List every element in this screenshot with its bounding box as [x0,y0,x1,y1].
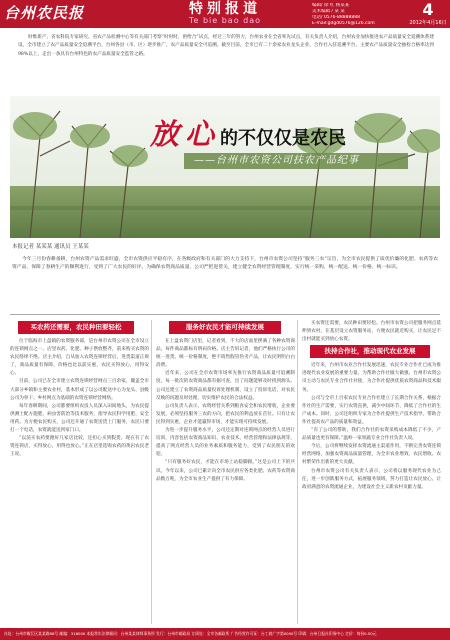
meta-line: 美术编辑 / 某 某 [312,9,345,14]
headline [150,116,400,152]
paragraph: 在上盘农资门店里，记者看到，不大的店面里摆满了各种农资商品，每件商品都标有明码价格。店主告诉记者，他们严格执行公司的统一进货、统一价格制度，绝不销售假冒伪劣产品，让农民明明白白消费。 [156,339,295,369]
paragraph: 近年来，公司在全市农资市场率先推行农资商品质量可追溯制度，每一批次的农资商品都有据可查，出了问题能够及时找到源头。公司还建立了农资商品质量投诉处理机制，设立了投诉电话，对农民反映的问题及时处理，切实维护农民的合法权益。 [156,371,295,401]
byline: 本报记者 某某某 通讯员 王某某 [12,244,89,250]
headline-emphasis: 放心 [150,117,221,151]
column-1-heading: 买农药还需要，农民种田要轻松 [18,321,134,334]
page-date: 2012年4月16日 [409,20,447,26]
divider [10,314,440,315]
column-divider [297,320,298,624]
meta-line: 电话/ 0576-88888888 [312,15,360,20]
intro-paragraph: 时维新产，省农科院专家研究、省农产品检测中心等有关部门考察“时时时，供给合”试点，经过三年的努力，台州农业在全省率先试点，有关负责人介绍，台州农业加快推进农产品质量安全追溯体系建设，全市建立了农产品质量安全追溯平台，台州各县（市、区）逐步推广，农产品质量安全可追溯。截至目前，全市已有二十余家农业龙头企业、合作社入驻追溯平台，主要农产品质量安全抽检合格率达到98%以上，走出一条具有台州特色的农产品质量安全监管之路。 [18,35,434,57]
paragraph: 每年春耕期间，公司都要组织农技人员深入田间地头，为农民提供测土配方施肥、病虫害防治等技术服务，指导农民科学用肥、安全用药。为方便农民购买，公司还开通了农资送货上门服务，农民只要打一个电话，农资就能送到家门口。 [10,403,149,434]
headline-rest: 的不仅仅是农民 [220,128,347,149]
paragraph: 目前，公司已在全市建立农资连锁经营网点三百余家，覆盖全市大部分乡镇和主要农业村，基本形成了以公司配送中心为龙头、县级公司为骨干、乡村网点为基础的农资连锁经营网络。 [10,379,149,401]
paragraph: 买农资还需要，农民种田要轻松。台州市农资公司把服务网点延伸到农村，在基层设立农资服务站，方便农民就近购买，让农民足不出村就能买到放心农资。 [302,321,441,343]
lead-paragraph [12,256,438,273]
headline-subtitle: ——台州市农资公司扶农产品纪事 [194,155,359,166]
page-number: 4 [422,0,434,19]
column-1 [10,320,149,459]
column-divider [151,320,152,624]
column-3 [302,320,441,492]
column-3-heading: 扶持合作社，推动现代农业发展 [310,345,430,358]
lead-text: 今年三月份春耕备耕，台州农资产品需求旺盛，全市农资供应平稳有序，在各级政府和有关部门的大力支持下，台州市农资公司坚持“服务三农”宗旨，为全市农民提供了质优价廉的化肥、农药等农资产品，保障了春耕生产的顺利进行，受到了广大农民的好评。为确保农资商品质量，公司严把进货关，建立健全农资经营管理制度，实行统一采购、统一配送、统一价格、统一标识。 [12,257,438,271]
paragraph: 今后，公司将继续发挥农资流通主渠道作用，不断完善农资连锁经营网络，加强农资商品质量管理，为全市农业增效、农民增收、农村繁荣作出新的更大贡献。 [302,444,441,466]
paragraph: 台州市农资公司有关负责人表示，公司将以服务现代农业为己任，进一步创新服务方式，拓展服务领域，努力打造让农民放心、让政府满意的农资流通企业，为建设社会主义新农村贡献力量。 [302,468,441,490]
footer-bar: 社址：台州市椒江区某某路88号 邮编：318000 本报常年法律顾问：台州某某律师事务所 发行：台州市邮政局 订阅处：全市各邮政所 广告经营许可证：台工商广字第0000号 印刷：台州日报社印务中心 定价：每份0.50元 [0,628,450,640]
paragraph: 近年来，台州市农业合作社发展迅速，农民专业合作社已成为推进现代农业发展的重要力量。为帮助合作社做大做强，台州市农资公司主动与农民专业合作社对接，为合作社提供优质农资商品和技术服务。 [302,363,441,393]
paragraph: 位于临海市上盘镇的农资服务部，是台州市农资公司在全市设立的连锁网点之一。店里农药、化肥、种子摆放整齐，前来购买农资的农民络绎不绝。店主介绍，自从加入农资连锁经营后，进货渠道正规了，商品质量有保障，价格也比以前实惠，农民买得放心，用得安心。 [10,339,149,377]
section-title: 特别报道 [189,1,261,17]
paragraph: 公司与全市上百家农民专业合作社建立了长期合作关系，根据合作社的生产需要，实行农资直供，减少中间环节，降低了合作社的生产成本。同时，公司还组织专家为合作社提供生产技术指导，帮助合作社提高农产品的质量和效益。 [302,395,441,425]
column-2-heading: 服务好农民才能可持续发展 [169,321,281,334]
paragraph: 公司负责人表示，农资经营关系到粮食安全和农民增收，企业要发展，必须坚持服务三农的方向，把农民的利益放在首位。只有让农民得到实惠，企业才能赢得市场，才能实现可持续发展。 [156,403,295,425]
paragraph: “只有服务好农民，才能在市场上站稳脚跟。”这是公司上下的共识。今年以来，公司已累计向全市农民供应各类化肥、农药等农资商品数万吨，为全市农业生产提供了有力保障。 [156,460,295,482]
paragraph: “有了公司的帮助，我们合作社的农资采购成本降低了不少，产品质量也更有保障。”温岭一家果蔬专业合作社负责人说。 [302,428,441,442]
meta-line: 编辑/ 徐 红 杨某某 [312,3,350,8]
masthead-meta [312,3,404,27]
paper-name: 台州农民报 [4,3,92,23]
meta-line: E-mail:gdgd0576@126.com [312,21,375,26]
paragraph: 为进一步提升服务水平，公司还定期对连锁网点的经营人员进行培训，内容包括农资商品知识、农业技术、经营管理和法律法规等，提高了网点经营人员的业务素质和服务能力，受到了农民朋友的欢迎。 [156,428,295,458]
section-subtitle: Te bie bao dao [188,16,262,25]
paragraph: “以前买农药要跑好几家店比较，还担心买到假货。现在有了农资连锁店，买得放心，用得也放心。”正在店里选购农药的黄岩农民老王说。 [10,436,149,458]
column-2 [156,320,295,484]
